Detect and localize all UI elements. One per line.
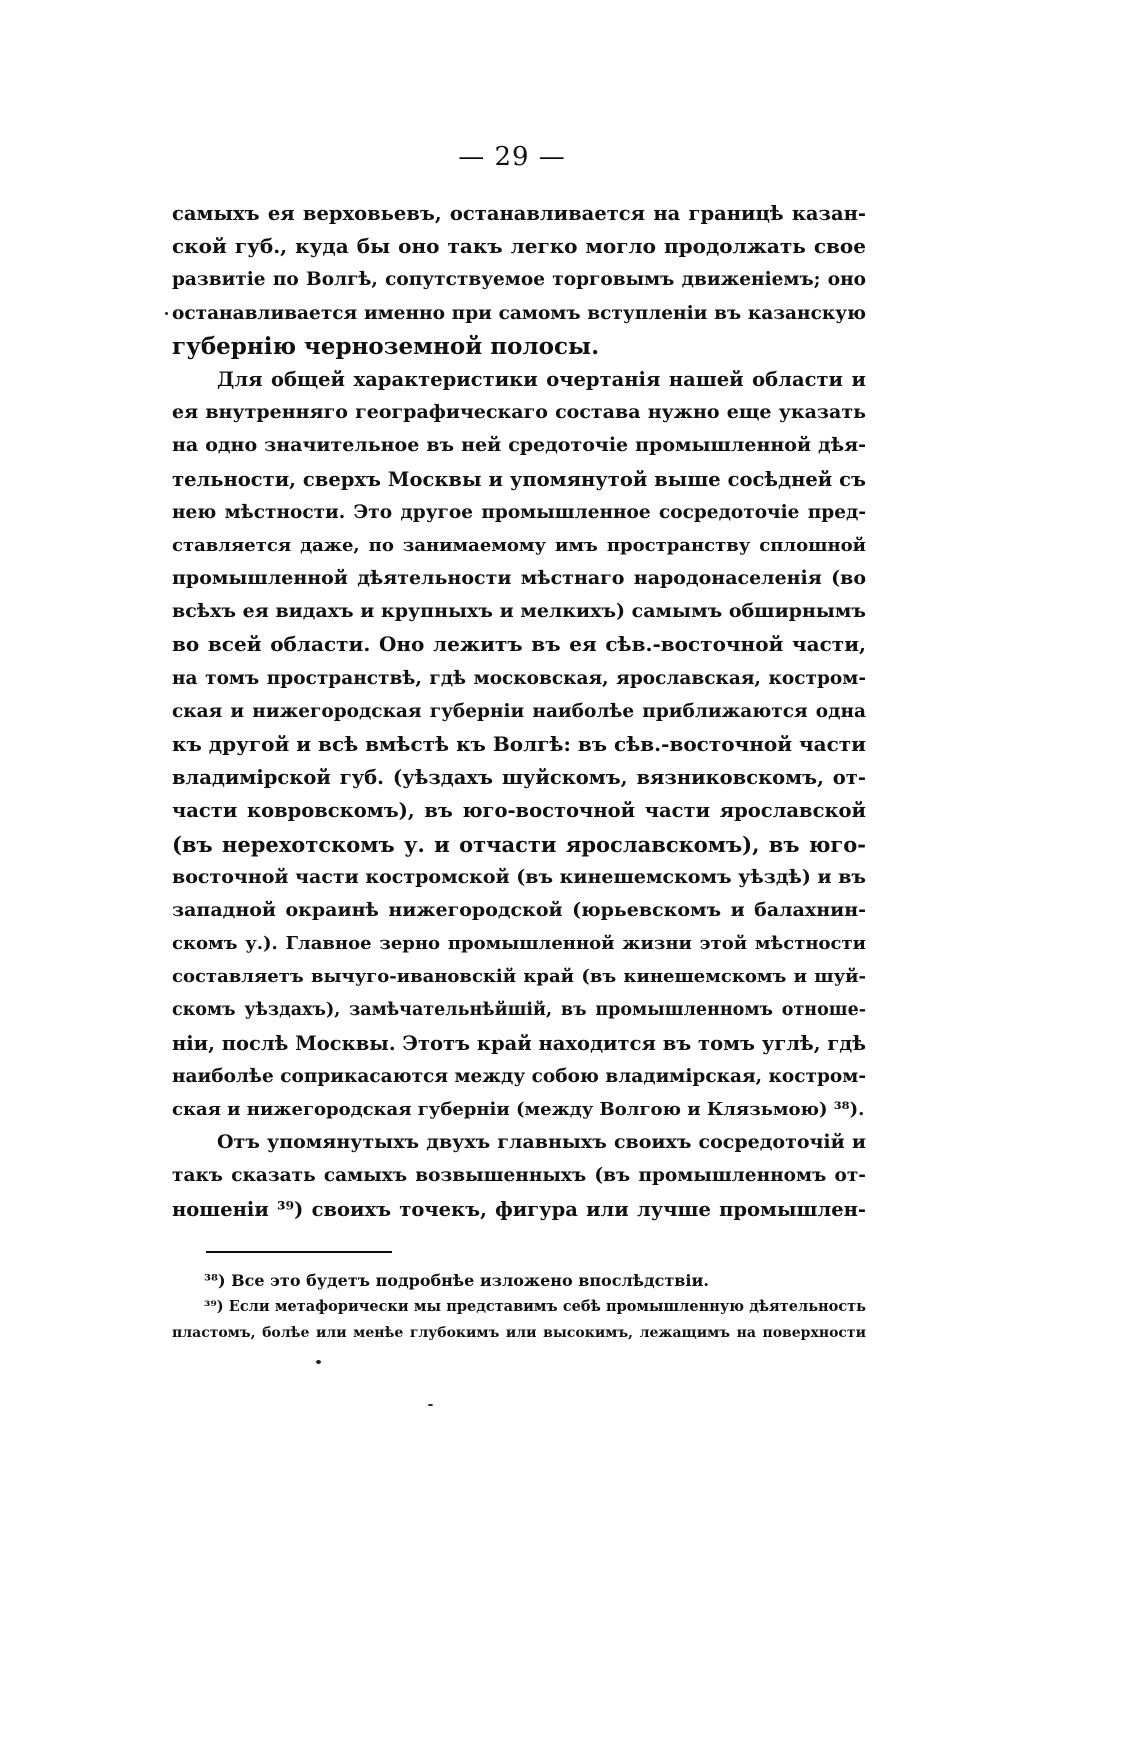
text-line: ея внутренняго географическаго состава нужно еще указать (172, 401, 866, 424)
text-line: Отъ упомянутыхъ двухъ главныхъ своихъ сосредоточій и (217, 1131, 866, 1154)
text-line: западной окраинѣ нижегородской (юрьевскомъ и балахнин- (172, 898, 866, 921)
print-speck (428, 1404, 433, 1406)
main-text-block (172, 197, 866, 1226)
footnote-line: пластомъ, болѣе или менѣе глубокимъ или высокимъ, лежащимъ на поверхности (172, 1325, 866, 1341)
print-speck (316, 1360, 321, 1364)
text-line: скомъ уѣздахъ), замѣчательнѣйшій, въ промышленномъ отноше- (172, 999, 866, 1020)
footnote-line: ³⁹) Если метафорически мы представимъ себѣ промышленную дѣятельность (204, 1298, 866, 1315)
footnote-line: ³⁸) Все это будетъ подробнѣе изложено впослѣдствіи. (204, 1271, 709, 1290)
text-line: останавливается именно при самомъ вступленіи въ казанскую (172, 302, 866, 324)
footnotes-block (172, 1268, 866, 1346)
text-line: наиболѣе соприкасаются между собою владимірская, костром- (172, 1065, 866, 1087)
page-number: — 29 — (458, 142, 566, 172)
text-line: промышленной дѣятельности мѣстнаго народонаселенія (во (172, 567, 866, 590)
text-line: восточной части костромской (въ кинешемскомъ уѣздѣ) и въ (172, 865, 866, 888)
text-line: ставляется даже, по занимаемому имъ пространству сплошной (172, 534, 866, 556)
text-line: ніи, послѣ Москвы. Этотъ край находится въ томъ углѣ, гдѣ (172, 1031, 866, 1055)
print-speck (165, 312, 168, 315)
text-line: всѣхъ ея видахъ и крупныхъ и мелкихъ) самымъ обширнымъ (172, 600, 866, 623)
footnote-separator (206, 1251, 392, 1253)
text-line: на томъ пространствѣ, гдѣ московская, ярославская, костром- (172, 667, 866, 689)
text-line: во всей области. Оно лежитъ въ ея сѣв.-восточной части, (172, 632, 866, 657)
text-line: на одно значительное въ ней средоточіе промышленной дѣя- (172, 434, 866, 457)
text-line: ношеніи ³⁹) своихъ точекъ, фигура или лучше промышлен- (172, 1197, 866, 1221)
text-line: скомъ у.). Главное зерно промышленной жизни этой мѣстности (172, 933, 866, 955)
text-line: губернію черноземной полосы. (172, 332, 600, 360)
text-line: ской губ., куда бы оно такъ легко могло продолжать свое (172, 234, 866, 259)
text-line: тельности, сверхъ Москвы и упомянутой выше сосѣдней съ (172, 467, 866, 491)
text-line: къ другой и всѣ вмѣстѣ къ Волгѣ: въ сѣв.-восточной части (172, 732, 866, 756)
text-line: владимірской губ. (уѣздахъ шуйскомъ, вязниковскомъ, от- (172, 766, 866, 790)
text-line: нею мѣстности. Это другое промышленное сосредоточіе пред- (172, 501, 866, 523)
text-line: Для общей характеристики очертанія нашей области и (217, 367, 866, 391)
text-line: составляетъ вычуго-ивановскій край (въ кинешемскомъ и шуй- (172, 966, 866, 988)
text-line: ская и нижегородская губерніи наиболѣе приближаются одна (172, 700, 866, 722)
text-line: (въ нерехотскомъ у. и отчасти ярославскомъ), въ юго- (172, 831, 866, 857)
text-line: такъ сказать самыхъ возвышенныхъ (въ промышленномъ от- (172, 1165, 866, 1187)
text-line: самыхъ ея верховьевъ, останавливается на границѣ казан- (172, 202, 866, 225)
text-line: части ковровскомъ), въ юго-восточной части ярославской (172, 799, 866, 823)
text-line: ская и нижегородская губерніи (между Волгою и Клязьмою) ³⁸). (172, 1099, 865, 1121)
text-line: развитіе по Волгѣ, сопутствуемое торговымъ движеніемъ; оно (172, 269, 866, 291)
